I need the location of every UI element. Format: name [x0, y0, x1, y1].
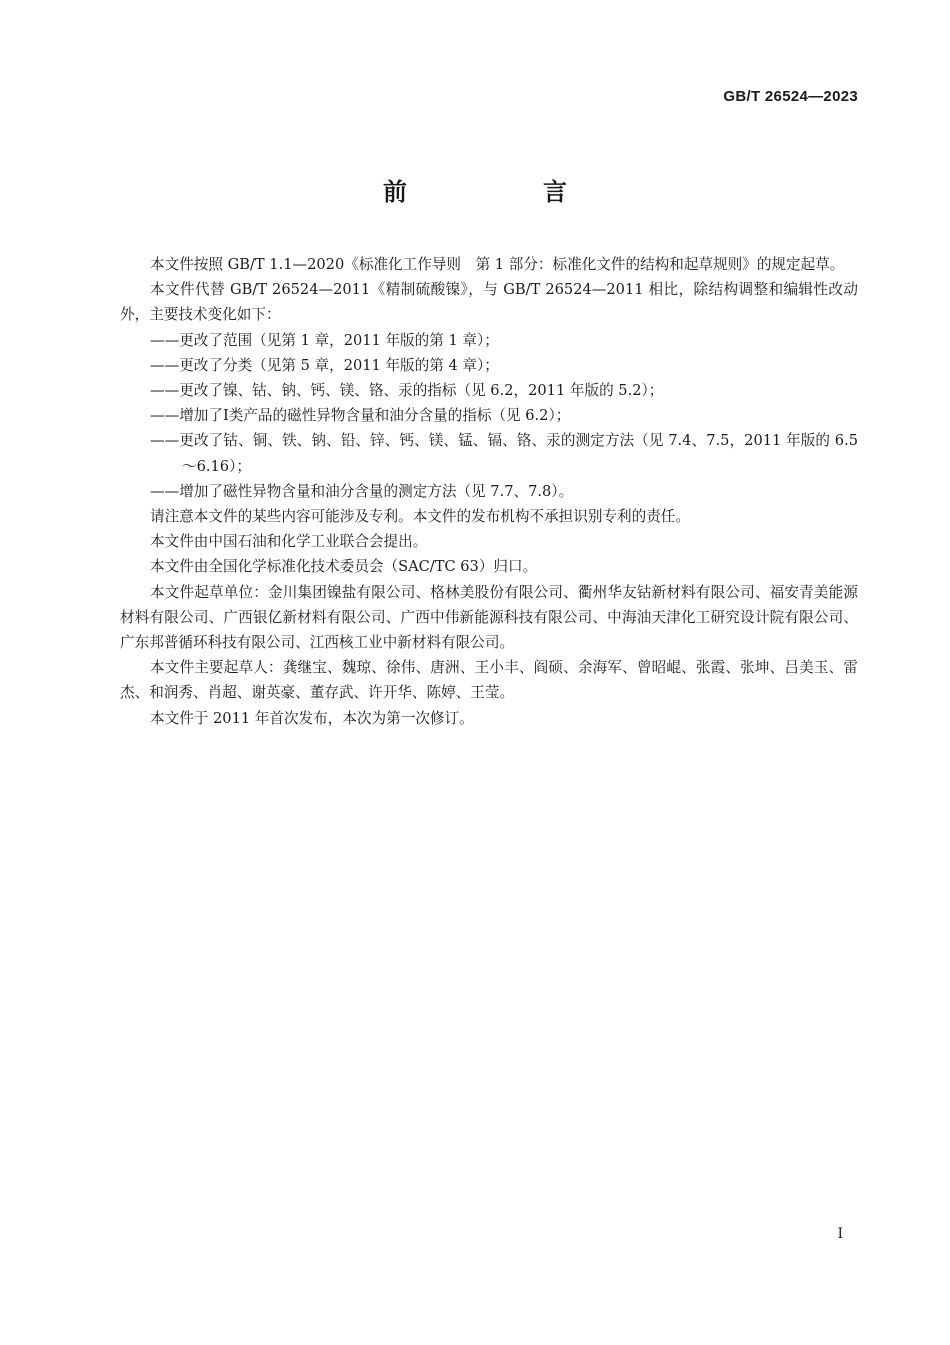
- paragraph-replaces: 本文件代替 GB/T 26524—2011《精制硫酸镍》，与 GB/T 26524—2011 相比，除结构调整和编辑性改动外，主要技术变化如下：: [120, 281, 858, 324]
- page-number: I: [837, 1226, 843, 1242]
- page-title: 前 言: [383, 178, 623, 206]
- change-item: ——更改了镍、钴、钠、钙、镁、铬、汞的指标（见 6.2，2011 年版的 5.2）；: [150, 382, 664, 400]
- change-item: ——更改了钴、铜、铁、钠、铅、锌、钙、镁、锰、镉、铬、汞的测定方法（见 7.4、7.5，2011 年版的 6.5～6.16）；: [150, 432, 858, 475]
- paragraph-drafters: 本文件主要起草人：龚继宝、魏琼、徐伟、唐洲、王小丰、阎硕、余海军、曾昭崐、张霞、张坤、吕美玉、雷杰、和润秀、肖超、谢英豪、董存武、许开华、陈婷、王莹。: [120, 659, 858, 702]
- paragraph-patent-notice: 请注意本文件的某些内容可能涉及专利。本文件的发布机构不承担识别专利的责任。: [150, 508, 690, 526]
- paragraph-drafting-rules: 本文件按照 GB/T 1.1—2020《标准化工作导则 第 1 部分：标准化文件的结构和起草规则》的规定起草。: [150, 256, 845, 273]
- paragraph-managed-by: 本文件由全国化学标准化技术委员会（SAC/TC 63）归口。: [150, 558, 538, 576]
- paragraph-proposed-by: 本文件由中国石油和化学工业联合会提出。: [150, 533, 428, 551]
- change-item: ——更改了分类（见第 5 章，2011 年版的第 4 章）；: [150, 356, 499, 374]
- standard-code: GB/T 26524—2023: [723, 88, 858, 105]
- change-item: ——更改了范围（见第 1 章，2011 年版的第 1 章）；: [150, 331, 499, 349]
- change-item: ——增加了磁性异物含量和油分含量的测定方法（见 7.7、7.8）。: [150, 482, 574, 500]
- paragraph-history: 本文件于 2011 年首次发布，本次为第一次修订。: [150, 709, 474, 727]
- paragraph-drafting-units: 本文件起草单位：金川集团镍盐有限公司、格林美股份有限公司、衢州华友钴新材料有限公司、福安青美能源材料有限公司、广西银亿新材料有限公司、广西中伟新能源科技有限公司、中海油天津化工研究设计院有限公司、广东邦普循环科技有限公司、江西核工业中新材料有限公司。: [120, 583, 858, 652]
- document-body: [120, 252, 858, 731]
- change-item: ——增加了Ⅰ类产品的磁性异物含量和油分含量的指标（见 6.2）；: [150, 407, 571, 425]
